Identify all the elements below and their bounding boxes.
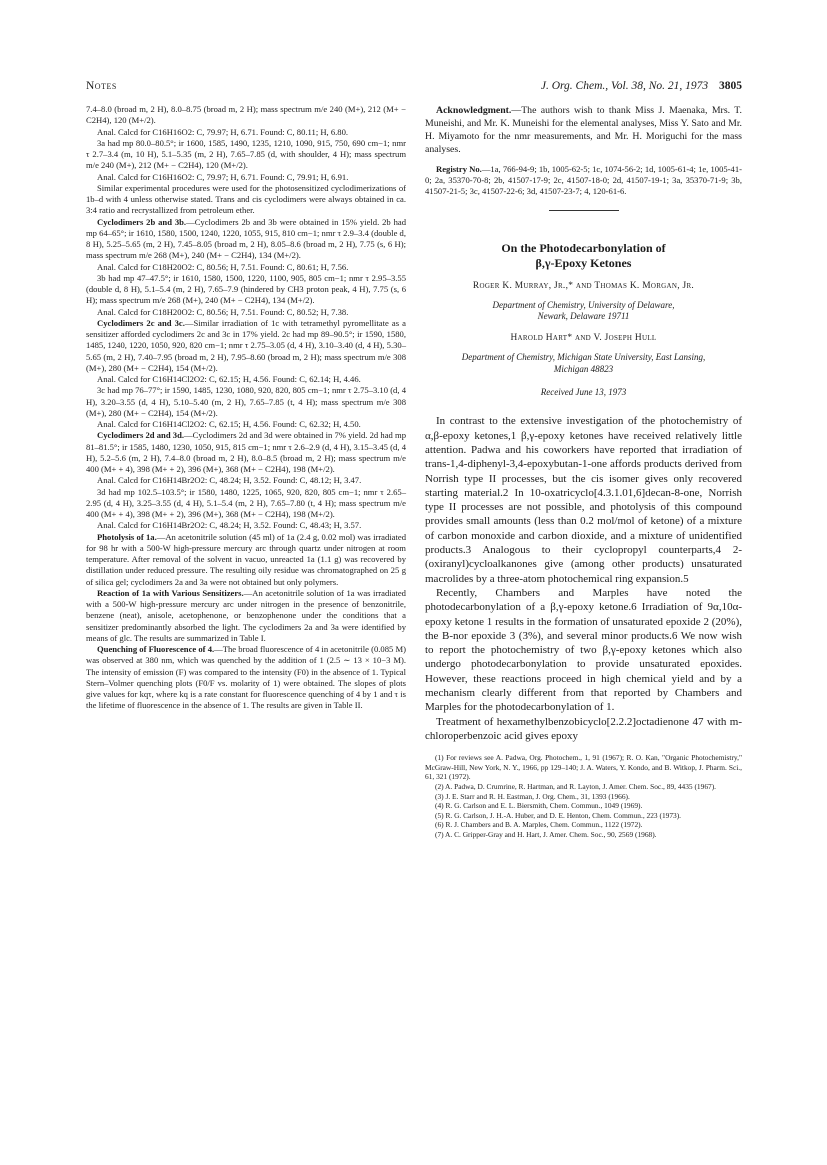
paragraph-text: Anal. Calcd for C16H16O2: C, 79.97; H, 6.71. Found: C, 80.11; H, 6.80. — [97, 126, 349, 137]
paragraph-heading: Reaction of 1a with Various Sensitizers. — [97, 587, 244, 598]
paragraph-text: Anal. Calcd for C16H14Br2O2: C, 48.24; H, 3.52. Found: C, 48.43; H, 3.57. — [97, 520, 362, 531]
experimental-paragraph — [86, 430, 406, 475]
reference-item: (5) R. G. Carlson, J. H.-A. Huber, and D. E. Henton, Chem. Commun., 223 (1973). — [435, 810, 682, 820]
registry-numbers — [425, 164, 742, 198]
paragraph-heading: Cyclodimers 2b and 3b. — [97, 216, 187, 227]
experimental-paragraph — [86, 307, 406, 318]
experimental-paragraph — [86, 374, 406, 385]
affiliation-delaware-line-1: Department of Chemistry, University of Delaware, — [492, 299, 675, 310]
paragraph-text: Anal. Calcd for C16H14Cl2O2: C, 62.15; H, 4.56. Found: C, 62.14; H, 4.46. — [97, 374, 361, 384]
reference-item: (6) R. J. Chambers and B. A. Marples, Chem. Commun., 1122 (1972). — [435, 820, 643, 830]
paragraph-text: —An acetonitrile solution of 1a was irradiated with a 500-W high-pressure mercury arc under nitrogen in the presence of benzonitrile, benzene (neat), anisole, acetophenone, or benzophenone under the conditions that a sensitizer predominantly absorbed the light. The cyclodimers 2a and 3a were identified by means of glc. The results are summarized in Table I. — [86, 587, 406, 643]
authors-michigan: Harold Hart* and V. Joseph Hull — [510, 332, 657, 343]
registry-text: —1a, 766-94-9; 1b, 1005-62-5; 1c, 1074-56-2; 1d, 1005-61-4; 1e, 1005-41-0; 2a, 35370-70-8; 2b, 41507-17-9; 2c, 41507-18-0; 2d, 41507-19-1; 3a, 35370-71-9; 3b, 41507-21-5; 3c, 41507-22-6; 3d, 41507-23-7; 4, 120-61-6. — [425, 164, 742, 197]
journal-citation — [541, 80, 742, 92]
experimental-paragraph — [86, 487, 406, 521]
experimental-paragraph — [86, 475, 406, 486]
left-column — [86, 104, 406, 712]
paragraph-text: 3b had mp 47–47.5°; ir 1610, 1580, 1500, 1220, 1100, 905, 805 cm−1; nmr τ 2.95–3.55 (double d, 8 H), 5.1–5.4 (m, 2 H), 7.65–7.9 (hindered by CH3 proton peak, 4 H), 7.75 (s, 6 H); mass spectrum m/e 268 (M+), 240 (M+ − C2H4), 134 (M+/2). — [86, 272, 406, 306]
paragraph-heading: Photolysis of 1a. — [97, 531, 157, 542]
acknowledgment-text: —The authors wish to thank Miss J. Maenaka, Mrs. T. Muneishi, and Mr. K. Muneishi for the elemental analyses, Miss Y. Sato and Mr. H. Miyamoto for the nmr measurements, and Mr. H. Moriguchi for the mass analyses. — [425, 105, 742, 155]
reference-item: (2) A. Padwa, D. Crumrine, R. Hartman, and R. Layton, J. Amer. Chem. Soc., 89, 4435 (1967). — [435, 781, 717, 791]
paragraph-text: 3c had mp 76–77°; ir 1590, 1485, 1230, 1080, 920, 820, 805 cm−1; nmr τ 2.75–3.10 (d, 4 H), 3.20–3.55 (d, 4 H), 5.10–5.40 (m, 2 H), 7.65–7.85 (t, 4 H); mass spectrum m/e 308 (M+), 280 (M+ − C2H4), 154 (M+/2). — [86, 385, 406, 418]
received-date: Received June 13, 1973 — [540, 387, 627, 398]
paragraph-text: Similar experimental procedures were used for the photosensitized cyclodimerizations of 1b–d with 4 unless otherwise stated. Trans and cis cyclodimers were always obtained in ca. 3:4 ratio and recrystallized from petroleum ether. — [86, 182, 406, 216]
page-number: 3805 — [719, 80, 742, 92]
experimental-paragraph — [86, 520, 406, 531]
paragraph-text: 3d had mp 102.5–103.5°; ir 1580, 1480, 1225, 1065, 920, 820, 805 cm−1; nmr τ 2.65–2.95 (d, 4 H), 3.25–3.55 (d, 4 H), 5.1–5.4 (m, 2 H), 7.65–7.80 (t, 4 H); mass spectrum m/e 400 (M+ + 4), 398 (M+ + 2), 396 (M+), 368 (M+ − C2H4), 198 (M+/2). — [86, 486, 406, 519]
paragraph-heading: Cyclodimers 2c and 3c. — [97, 317, 185, 328]
reference-item: (1) For reviews see A. Padwa, Org. Photochem., 1, 91 (1967); R. O. Kan, "Organic Photochemistry," McGraw-Hill, New York, N. Y., 1966, pp 129–140; J. A. Waters, Y. Kondo, and B. Witkop, J. Pharm. Sci., 61, 321 (1972). — [425, 753, 742, 782]
paragraph-heading: Quenching of Fluorescence of 4. — [97, 644, 215, 654]
experimental-paragraph — [86, 318, 406, 374]
references — [425, 753, 742, 839]
experimental-paragraph — [86, 217, 406, 262]
body-paragraph-2: Recently, Chambers and Marples have noted the photodecarbonylation of a β,γ-epoxy ketone.6 Irradiation of 9α,10α-epoxy ketone 1 results in the formation of unsaturated epoxide 2 (20%), the B-nor epoxide 3 (3%), and several minor products.6 We now wish to report the photochemistry of two β,γ-epoxy ketones which also undergo photodecarbonylation to provide unsaturated epoxides. However, these reactions proceed in high chemical yield and by a mechanism clearly different from that reported by Chambers and Marples for the photodecarbonylation of 1. — [425, 586, 742, 714]
experimental-paragraph — [86, 127, 406, 138]
acknowledgment — [425, 104, 742, 156]
experimental-paragraph — [86, 104, 406, 127]
experimental-paragraph — [86, 385, 406, 419]
paragraph-text: Anal. Calcd for C16H16O2: C, 79.97; H, 6.71. Found: C, 79.91; H, 6.91. — [97, 171, 349, 182]
affiliation-delaware — [425, 300, 742, 323]
paragraph-text: 3a had mp 80.0–80.5°; ir 1600, 1585, 1490, 1235, 1210, 1090, 915, 750, 690 cm−1; nmr τ 2.7–3.4 (m, 10 H), 5.1–5.35 (m, 2 H), 7.65–7.85 (d, with shoulder, 4 H); mass spectrum m/e 240 (M+), 212 (M+ − C2H4), 120 (M+/2). — [86, 137, 406, 171]
paragraph-text: Anal. Calcd for C16H14Cl2O2: C, 62.15; H, 4.56. Found: C, 62.32; H, 4.50. — [97, 419, 361, 429]
paragraph-text: Anal. Calcd for C16H14Br2O2: C, 48.24; H, 3.52. Found: C, 48.12; H, 3.47. — [97, 475, 362, 486]
paragraph-text: —Cyclodimers 2b and 3b were obtained in 15% yield. 2b had mp 64–65°; ir 1610, 1580, 1500, 1240, 1220, 1055, 915, 810 cm−1; nmr τ 2.9–3.4 (double d, 8 H), 5.25–5.65 (m, 2 H), 7.45–8.05 (broad m, 2 H), 8.05–8.6 (broad m, 2 H), 7.75 (s, 6 H); mass spectrum m/e 268 (M+), 240 (M+ − C2H4), 134 (M+/2). — [86, 216, 407, 261]
paragraph-text: —The broad fluorescence of 4 in acetonitrile (0.085 M) was observed at 380 nm, which was quenched by the addition of 1 (2.5 ∼ 13 × 10−3 M). The intensity of emission (F) was compared to the intensity (F0) in the absence of 1. Typical Stern–Volmer quenching plots (F0/F vs. molarity of 1) were obtained. The slopes of plots give values for kqτ, where kq is a rate constant for fluorescence quenching of 4 by 1 and τ is the lifetime of fluorescence in the absence of 1. The results are given in Table II. — [86, 644, 406, 711]
affiliation-michigan-line-2: Michigan 48823 — [553, 363, 614, 374]
reference-item: (4) R. G. Carlson and E. L. Biersmith, Chem. Commun., 1049 (1969). — [435, 801, 643, 811]
paragraph-text: Anal. Calcd for C18H20O2: C, 80.56; H, 7.51. Found: C, 80.61; H, 7.56. — [97, 261, 349, 272]
affiliation-michigan-line-1: Department of Chemistry, Michigan State University, East Lansing, — [461, 352, 706, 363]
paragraph-text: Anal. Calcd for C18H20O2: C, 80.56; H, 7.51. Found: C, 80.52; H, 7.38. — [97, 306, 349, 317]
reference-item: (3) J. E. Starr and R. H. Eastman, J. Org. Chem., 31, 1393 (1966). — [435, 791, 630, 801]
article-title-line-1: On the Photodecarbonylation of — [501, 240, 666, 255]
paragraph-text: —An acetonitrile solution (45 ml) of 1a (2.4 g, 0.02 mol) was irradiated for 98 hr with a 500-W high-pressure mercury arc through quartz under nitrogen at room temperature. After removal of the solvent in vacuo, unreacted 1a (1.1 g) was recovered by distillation under reduced pressure. The resulting oily residue was chromatographed on 25 g of silica gel; cyclodimers 2a and 3a were not obtained but only polymers. — [86, 531, 406, 587]
journal-name: J. Org. Chem., Vol. 38, No. 21, 1973 — [540, 80, 709, 92]
experimental-paragraph — [86, 138, 406, 172]
experimental-paragraph — [86, 183, 406, 217]
registry-heading: Registry No. — [436, 164, 482, 174]
body-paragraph-1: In contrast to the extensive investigation of the photochemistry of α,β-epoxy ketones,1 β,γ-epoxy ketones have received relatively little attention. Padwa and his coworkers have reported that irradiation of trans-1,4-diphenyl-3,4-epoxybutan-1-one affords products derived from Norrish type II processes, but the cis isomer gives only recovered starting material.2 In 10-oxatricyclo[4.3.1.01,6]decan-8-one, Norrish type II processes are not possible, and photolysis of this compound provides small amounts (less than 0.2 mol/mol of ketone) of a mixture of carbon monoxide and carbon dioxide, and a mixture of unidentified products.3 Analogous to their cyclopropyl counterparts,4 2-(oxiranyl)cycloalkanones give (among other products) unsaturated macrolides by a three-atom photochemical ring expansion.5 — [425, 415, 742, 585]
paragraph-text: —Cyclodimers 2d and 3d were obtained in 7% yield. 2d had mp 81–81.5°; ir 1585, 1480, 1230, 1050, 915, 815 cm−1; nmr τ 2.6–2.9 (d, 4 H), 3.15–3.45 (d, 4 H), 5.2–5.6 (m, 2 H), 7.4–8.0 (broad m, 2 H), 8.0–8.5 (broad m, 2 H); mass spectrum m/e 400 (M+ + 4), 398 (M+ + 2), 396 (M+), 368 (M+ − C2H4), 198 (M+/2). — [86, 430, 407, 474]
article-title-line-2: β,γ-Epoxy Ketones — [535, 255, 632, 270]
article-title — [425, 241, 742, 271]
paragraph-text: —Similar irradiation of 1c with tetramethyl pyromellitate as a sensitizer afforded cyclodimers 2c and 3c in 17% yield. 2c had mp 89–90.5°; ir 1590, 1580, 1485, 1240, 1220, 1050, 920, 820 cm−1; nmr τ 2.75–3.05 (d, 4 H), 3.10–3.40 (d, 4 H), 5.30–5.65 (m, 2 H), 7.40–7.95 (broad m, 2 H), 7.95–8.60 (broad m, 2 H); mass spectrum m/e 308 (M+), 280 (M+ − C2H4), 154 (M+/2). — [86, 317, 406, 373]
affiliation-michigan — [425, 352, 742, 375]
experimental-paragraph — [86, 262, 406, 273]
experimental-paragraph — [86, 644, 406, 712]
experimental-paragraph — [86, 172, 406, 183]
experimental-paragraph — [86, 273, 406, 307]
section-label: Notes — [86, 80, 117, 92]
experimental-paragraph — [86, 588, 406, 644]
paragraph-text: 7.4–8.0 (broad m, 2 H), 8.0–8.75 (broad m, 2 H); mass spectrum m/e 240 (M+), 212 (M+ − C2H4), 120 (M+/2). — [86, 104, 406, 126]
running-header — [86, 80, 742, 96]
authors-delaware: Roger K. Murray, Jr.,* and Thomas K. Morgan, Jr. — [472, 280, 695, 291]
reference-item: (7) A. C. Gripper-Gray and H. Hart, J. Amer. Chem. Soc., 90, 2569 (1968). — [435, 829, 657, 839]
experimental-paragraph — [86, 532, 406, 588]
body-paragraph-3: Treatment of hexamethylbenzobicyclo[2.2.2]octadienone 47 with m-chloroperbenzoic acid gives epoxy — [425, 715, 742, 742]
affiliation-delaware-line-2: Newark, Delaware 19711 — [537, 311, 630, 322]
right-column — [425, 104, 742, 840]
section-divider — [549, 210, 619, 211]
experimental-paragraph — [86, 419, 406, 430]
acknowledgment-heading: Acknowledgment. — [436, 105, 512, 116]
paragraph-heading: Cyclodimers 2d and 3d. — [97, 430, 185, 441]
